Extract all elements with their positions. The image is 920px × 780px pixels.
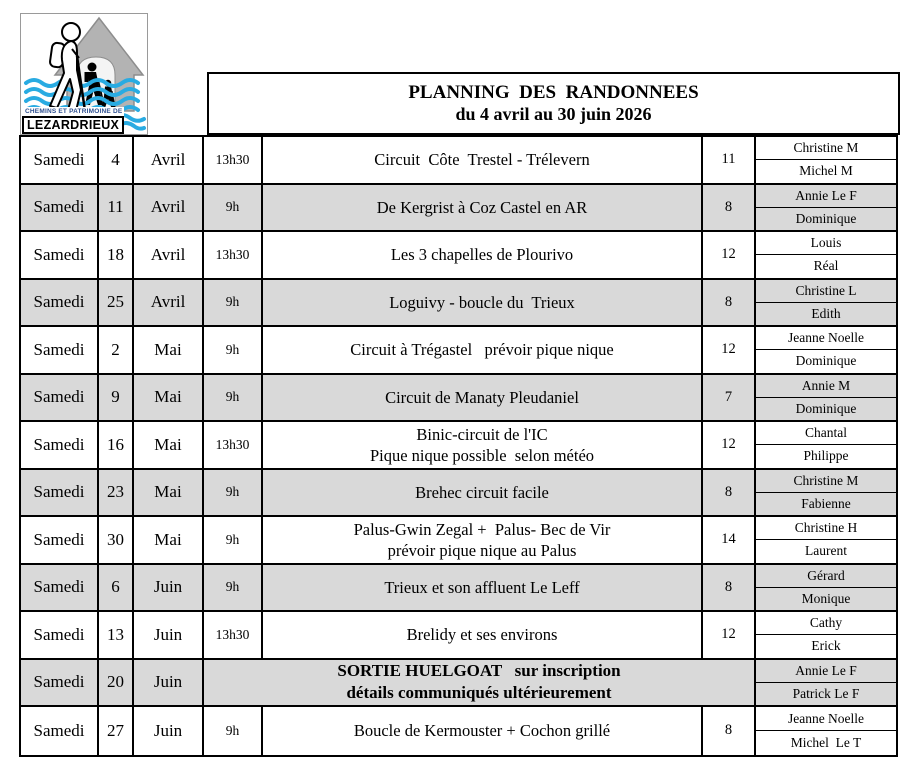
day-cell: Samedi xyxy=(21,660,99,706)
day-cell: Samedi xyxy=(21,707,99,755)
leader-1: Jeanne Noelle xyxy=(756,707,896,731)
month-cell: Avril xyxy=(134,280,204,326)
leader-1: Gérard xyxy=(756,565,896,588)
table-row xyxy=(21,375,896,423)
leader-2: Fabienne xyxy=(801,495,851,511)
special-event-cell xyxy=(204,660,756,706)
table-row xyxy=(21,517,896,565)
leader-1: Cathy xyxy=(756,612,896,635)
day-cell: Samedi xyxy=(21,565,99,611)
special-event-line1: SORTIE HUELGOAT sur inscription xyxy=(337,661,621,681)
table-row xyxy=(21,137,896,185)
leader-2: Dominique xyxy=(795,400,857,416)
leaders-cell xyxy=(756,137,896,183)
org-name-small: CHEMINS ET PATRIMOINE DE xyxy=(25,108,123,115)
circuit-line1: Loguivy - boucle du Trieux xyxy=(389,292,575,312)
leader-2: Patrick Le F xyxy=(792,685,860,701)
month-cell: Mai xyxy=(134,327,204,373)
circuit-cell xyxy=(263,185,703,231)
day-cell: Samedi xyxy=(21,185,99,231)
time-cell: 9h xyxy=(204,470,263,516)
circuit-line1: Binic-circuit de l'IC xyxy=(416,424,548,444)
circuit-line1: Palus-Gwin Zegal + Palus- Bec de Vir xyxy=(353,519,611,539)
table-row xyxy=(21,470,896,518)
distance-cell: 12 xyxy=(703,232,756,278)
date-cell: 4 xyxy=(99,137,134,183)
leaders-cell xyxy=(756,185,896,231)
day-cell: Samedi xyxy=(21,517,99,563)
date-cell: 16 xyxy=(99,422,134,468)
time-cell: 9h xyxy=(204,517,263,563)
distance-cell: 8 xyxy=(703,707,756,755)
date-cell: 11 xyxy=(99,185,134,231)
month-cell: Mai xyxy=(134,422,204,468)
leader-2: Dominique xyxy=(795,353,857,369)
circuit-cell xyxy=(263,375,703,421)
time-cell: 9h xyxy=(204,707,263,755)
leader-2: Laurent xyxy=(805,543,847,559)
time-cell: 9h xyxy=(204,565,263,611)
leader-2: Michel Le T xyxy=(790,734,862,750)
day-cell: Samedi xyxy=(21,232,99,278)
time-cell: 9h xyxy=(204,375,263,421)
leader-2: Erick xyxy=(811,638,841,654)
leader-1: Louis xyxy=(756,232,896,255)
leaders-cell xyxy=(756,422,896,468)
planning-table xyxy=(19,135,898,757)
distance-cell: 12 xyxy=(703,422,756,468)
month-cell: Juin xyxy=(134,565,204,611)
date-cell: 13 xyxy=(99,612,134,658)
time-cell: 13h30 xyxy=(204,232,263,278)
circuit-cell xyxy=(263,707,703,755)
leaders-cell xyxy=(756,517,896,563)
day-cell: Samedi xyxy=(21,375,99,421)
circuit-cell xyxy=(263,612,703,658)
date-cell: 30 xyxy=(99,517,134,563)
table-row xyxy=(21,327,896,375)
distance-cell: 12 xyxy=(703,327,756,373)
month-cell: Juin xyxy=(134,707,204,755)
leaders-cell xyxy=(756,660,896,706)
club-logo xyxy=(20,13,148,135)
date-cell: 18 xyxy=(99,232,134,278)
table-row xyxy=(21,707,896,755)
leaders-cell xyxy=(756,280,896,326)
leader-1: Jeanne Noelle xyxy=(756,327,896,350)
circuit-line1: Circuit de Manaty Pleudaniel xyxy=(385,387,579,407)
distance-cell: 14 xyxy=(703,517,756,563)
leaders-cell xyxy=(756,327,896,373)
time-cell: 9h xyxy=(204,280,263,326)
circuit-cell xyxy=(263,232,703,278)
table-row xyxy=(21,612,896,660)
day-cell: Samedi xyxy=(21,612,99,658)
day-cell: Samedi xyxy=(21,422,99,468)
org-name-large: LEZARDRIEUX xyxy=(22,116,124,134)
month-cell: Mai xyxy=(134,375,204,421)
leader-2: Michel M xyxy=(799,163,853,179)
leader-2: Dominique xyxy=(795,210,857,226)
circuit-cell xyxy=(263,137,703,183)
time-cell: 9h xyxy=(204,327,263,373)
leader-1: Annie Le F xyxy=(756,660,896,683)
leader-1: Christine M xyxy=(756,137,896,160)
leader-1: Christine M xyxy=(756,470,896,493)
distance-cell: 8 xyxy=(703,470,756,516)
time-cell: 13h30 xyxy=(204,612,263,658)
leader-1: Annie Le F xyxy=(756,185,896,208)
time-cell: 13h30 xyxy=(204,137,263,183)
circuit-cell xyxy=(263,565,703,611)
leaders-cell xyxy=(756,375,896,421)
table-row xyxy=(21,232,896,280)
time-cell: 13h30 xyxy=(204,422,263,468)
leader-1: Annie M xyxy=(756,375,896,398)
date-cell: 23 xyxy=(99,470,134,516)
circuit-cell xyxy=(263,280,703,326)
table-row xyxy=(21,422,896,470)
month-cell: Mai xyxy=(134,470,204,516)
circuit-line1: De Kergrist à Coz Castel en AR xyxy=(376,197,588,217)
leaders-cell xyxy=(756,612,896,658)
page-title: PLANNING DES RANDONNEES xyxy=(408,82,699,103)
table-row xyxy=(21,280,896,328)
distance-cell: 8 xyxy=(703,565,756,611)
leader-1: Christine H xyxy=(756,517,896,540)
distance-cell: 12 xyxy=(703,612,756,658)
day-cell: Samedi xyxy=(21,280,99,326)
leaders-cell xyxy=(756,565,896,611)
leader-2: Monique xyxy=(801,590,851,606)
circuit-line1: Circuit Côte Trestel - Trélevern xyxy=(374,150,590,170)
date-cell: 25 xyxy=(99,280,134,326)
circuit-cell xyxy=(263,470,703,516)
month-cell: Mai xyxy=(134,517,204,563)
date-cell: 2 xyxy=(99,327,134,373)
leader-2: Réal xyxy=(813,258,839,274)
day-cell: Samedi xyxy=(21,470,99,516)
special-event-line2: détails communiqués ultérieurement xyxy=(346,683,612,703)
table-row xyxy=(21,185,896,233)
distance-cell: 7 xyxy=(703,375,756,421)
month-cell: Juin xyxy=(134,612,204,658)
time-cell: 9h xyxy=(204,185,263,231)
leader-2: Edith xyxy=(811,305,841,321)
circuit-line1: Brehec circuit facile xyxy=(415,482,549,502)
circuit-line1: Circuit à Trégastel prévoir pique nique xyxy=(350,340,614,360)
circuit-cell xyxy=(263,517,703,563)
day-cell: Samedi xyxy=(21,137,99,183)
day-cell: Samedi xyxy=(21,327,99,373)
circuit-line1: Brelidy et ses environs xyxy=(406,625,558,645)
circuit-line1: Les 3 chapelles de Plourivo xyxy=(390,245,574,265)
month-cell: Avril xyxy=(134,185,204,231)
circuit-line1: Boucle de Kermouster + Cochon grillé xyxy=(353,721,611,741)
circuit-line2: Pique nique possible selon météo xyxy=(369,445,595,465)
circuit-cell xyxy=(263,327,703,373)
date-cell: 9 xyxy=(99,375,134,421)
leader-1: Chantal xyxy=(756,422,896,445)
distance-cell: 8 xyxy=(703,280,756,326)
table-row xyxy=(21,565,896,613)
page-subtitle: du 4 avril au 30 juin 2026 xyxy=(455,104,652,124)
leaders-cell xyxy=(756,232,896,278)
circuit-cell xyxy=(263,422,703,468)
planning-title-box xyxy=(207,72,900,135)
date-cell: 6 xyxy=(99,565,134,611)
month-cell: Avril xyxy=(134,232,204,278)
distance-cell: 8 xyxy=(703,185,756,231)
month-cell: Juin xyxy=(134,660,204,706)
circuit-line2: prévoir pique nique au Palus xyxy=(387,540,577,560)
leaders-cell xyxy=(756,707,896,755)
month-cell: Avril xyxy=(134,137,204,183)
leaders-cell xyxy=(756,470,896,516)
date-cell: 27 xyxy=(99,707,134,755)
date-cell: 20 xyxy=(99,660,134,706)
circuit-line1: Trieux et son affluent Le Leff xyxy=(384,577,580,597)
leader-2: Philippe xyxy=(803,448,849,464)
distance-cell: 11 xyxy=(703,137,756,183)
table-row xyxy=(21,660,896,708)
leader-1: Christine L xyxy=(756,280,896,303)
